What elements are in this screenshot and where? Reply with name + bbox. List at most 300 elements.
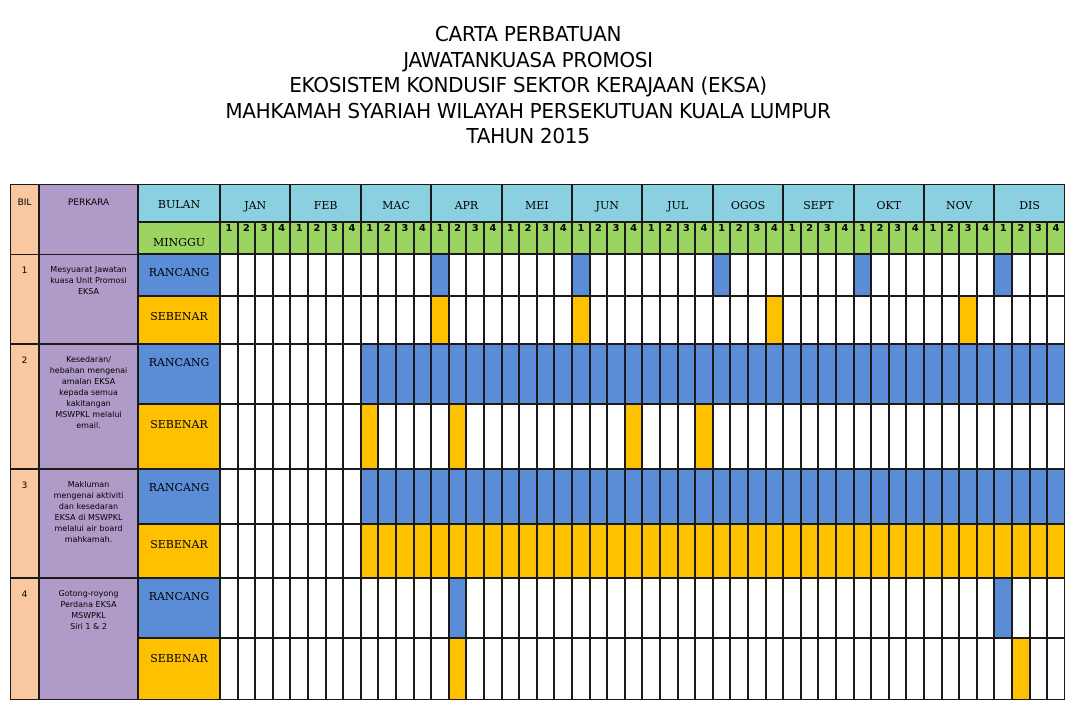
week-cell [343,254,361,296]
week-cell [484,254,502,296]
rancang-label: RANCANG [148,481,210,494]
week-number: 2 [946,223,954,234]
bil-number: 3 [21,481,28,491]
rancang-bar [1047,344,1065,404]
week-cell [238,254,256,296]
rancang-bar [449,344,467,404]
week-cell [502,638,520,700]
sebenar-bar [537,524,555,578]
week-cell [959,638,977,700]
sebenar-label-cell [138,404,220,469]
week-cell [414,638,432,700]
week-cell [326,344,344,404]
sebenar-bar [361,524,379,578]
week-cell [466,296,484,344]
sebenar-bar [906,524,924,578]
week-cell [554,638,572,700]
rancang-bar [906,469,924,524]
week-number: 1 [718,223,726,234]
activity-description-line: Mesyuarat Jawatan [50,265,127,274]
week-cell [836,638,854,700]
week-cell [519,254,537,296]
week-cell [326,469,344,524]
week-cell [1047,638,1065,700]
week-cell [1030,254,1048,296]
week-cell [361,578,379,638]
rancang-bar [678,344,696,404]
sebenar-bar [519,524,537,578]
week-cell [220,524,238,578]
week-cell [326,254,344,296]
month-label-mei: MEI [524,199,549,212]
week-number: 4 [489,223,497,234]
rancang-bar [1030,344,1048,404]
rancang-bar [942,469,960,524]
week-cell [660,254,678,296]
week-cell [537,578,555,638]
rancang-bar [836,469,854,524]
rancang-bar [537,469,555,524]
bulan-header: BULAN [157,198,201,211]
week-cell [695,578,713,638]
week-cell [818,638,836,700]
week-cell [466,404,484,469]
week-cell [343,524,361,578]
sebenar-bar [994,524,1012,578]
week-cell [238,638,256,700]
week-cell [308,638,326,700]
week-cell [396,254,414,296]
activity-description-line: Kesedaran/ [66,355,111,364]
week-cell [502,296,520,344]
week-cell [678,578,696,638]
week-cell [924,638,942,700]
rancang-bar [730,344,748,404]
week-cell [783,296,801,344]
sebenar-bar [695,404,713,469]
week-cell [642,296,660,344]
week-number: 4 [348,223,356,234]
week-cell [660,296,678,344]
week-cell [255,254,273,296]
week-cell [290,578,308,638]
bil-header: BIL [17,198,32,208]
rancang-label: RANCANG [148,266,210,279]
rancang-bar [695,344,713,404]
week-cell [660,404,678,469]
week-number: 1 [929,223,937,234]
week-number: 2 [313,223,321,234]
week-cell [818,254,836,296]
week-cell [378,254,396,296]
week-cell [924,254,942,296]
week-cell [854,296,872,344]
rancang-bar [449,469,467,524]
week-cell [255,469,273,524]
rancang-bar [836,344,854,404]
activity-description-line: Gotong-royong [58,589,119,598]
sebenar-bar [449,524,467,578]
week-cell [414,578,432,638]
week-cell [273,344,291,404]
rancang-bar [801,469,819,524]
rancang-bar [713,254,731,296]
week-cell [343,578,361,638]
chart-title [0,22,1056,150]
week-cell [854,638,872,700]
week-cell [942,578,960,638]
week-number: 3 [1034,223,1042,234]
week-cell [1012,296,1030,344]
week-cell [748,404,766,469]
week-cell [924,296,942,344]
week-number: 1 [506,223,514,234]
week-cell [255,296,273,344]
week-cell [871,638,889,700]
week-cell [959,254,977,296]
week-cell [378,578,396,638]
sebenar-bar [396,524,414,578]
schedule-table [10,184,1060,700]
rancang-bar [748,344,766,404]
week-cell [1030,578,1048,638]
sebenar-bar [660,524,678,578]
week-cell [361,254,379,296]
sebenar-bar [502,524,520,578]
rancang-label-cell [138,578,220,638]
week-cell [906,638,924,700]
sebenar-bar [871,524,889,578]
week-cell [414,296,432,344]
rancang-bar [607,344,625,404]
week-cell [554,296,572,344]
week-cell [836,254,854,296]
rancang-bar [977,469,995,524]
week-cell [871,296,889,344]
week-cell [238,296,256,344]
week-number: 1 [225,223,233,234]
week-cell [255,638,273,700]
week-cell [730,578,748,638]
week-cell [889,296,907,344]
week-cell [326,638,344,700]
rancang-bar [484,344,502,404]
week-number: 2 [1017,223,1025,234]
activity-description-line: Makluman [67,480,110,489]
month-label-apr: APR [454,199,479,212]
rancang-bar [766,469,784,524]
week-cell [642,254,660,296]
rancang-bar [713,344,731,404]
sebenar-bar [730,524,748,578]
rancang-bar [678,469,696,524]
week-cell [607,578,625,638]
sebenar-label-cell [138,638,220,700]
rancang-bar [396,469,414,524]
activity-description-line: dan kesedaran [58,502,119,511]
week-cell [537,404,555,469]
week-cell [290,524,308,578]
week-number: 1 [436,223,444,234]
week-cell [977,638,995,700]
week-cell [361,638,379,700]
week-cell [1047,296,1065,344]
rancang-bar [959,469,977,524]
rancang-bar [1030,469,1048,524]
week-cell [942,404,960,469]
rancang-bar [642,469,660,524]
activity-description-line: EKSA [78,287,99,296]
title-line-2: JAWATANKUASA PROMOSI [403,47,653,72]
week-number: 2 [524,223,532,234]
week-cell [537,296,555,344]
rancang-label: RANCANG [148,356,210,369]
week-number: 4 [700,223,708,234]
sebenar-bar [572,296,590,344]
month-label-mac: MAC [382,199,410,212]
sebenar-bar [1030,524,1048,578]
rancang-bar [554,344,572,404]
sebenar-bar [678,524,696,578]
week-number: 4 [418,223,426,234]
week-cell [1047,404,1065,469]
rancang-bar [361,469,379,524]
week-cell [273,469,291,524]
week-cell [220,254,238,296]
sebenar-bar [414,524,432,578]
sebenar-bar [466,524,484,578]
week-cell [959,404,977,469]
week-cell [554,578,572,638]
week-cell [519,578,537,638]
week-cell [537,254,555,296]
sebenar-bar [801,524,819,578]
sebenar-bar [818,524,836,578]
activity-description [39,354,138,467]
rancang-bar [590,344,608,404]
rancang-bar [625,344,643,404]
rancang-bar [519,344,537,404]
sebenar-bar [695,524,713,578]
week-cell [942,254,960,296]
rancang-bar [414,344,432,404]
week-cell [326,296,344,344]
rancang-bar [1047,469,1065,524]
sebenar-bar [449,404,467,469]
week-cell [625,638,643,700]
week-number: 3 [612,223,620,234]
week-number: 1 [577,223,585,234]
week-cell [290,404,308,469]
week-number: 1 [999,223,1007,234]
week-number: 3 [964,223,972,234]
sebenar-label: SEBENAR [150,652,208,665]
rancang-bar [871,469,889,524]
month-label-sept: SEPT [803,199,834,212]
week-cell [326,404,344,469]
month-label-okt: OKT [876,199,902,212]
activity-description-line: kepada semua [59,388,118,397]
activity-description-line: MSWPKL [71,611,106,620]
sebenar-bar [1012,524,1030,578]
week-number: 2 [665,223,673,234]
perkara-header: PERKARA [67,198,110,208]
rancang-bar [431,254,449,296]
week-cell [906,254,924,296]
rancang-label: RANCANG [148,590,210,603]
week-cell [977,578,995,638]
week-cell [695,638,713,700]
rancang-bar [854,254,872,296]
week-cell [396,296,414,344]
week-number: 2 [876,223,884,234]
rancang-bar [854,469,872,524]
week-cell [290,344,308,404]
rancang-bar [449,578,467,638]
week-cell [590,638,608,700]
week-cell [642,638,660,700]
rancang-bar [466,344,484,404]
rancang-bar [396,344,414,404]
week-cell [220,404,238,469]
title-line-3: EKOSISTEM KONDUSIF SEKTOR KERAJAAN (EKSA) [289,73,767,97]
activity-description-line: Perdana EKSA [60,600,117,609]
week-cell [818,296,836,344]
week-cell [238,344,256,404]
week-cell [466,638,484,700]
week-number: 2 [242,223,250,234]
week-cell [343,469,361,524]
week-cell [836,578,854,638]
rancang-bar [959,344,977,404]
rancang-bar [730,469,748,524]
week-cell [801,638,819,700]
week-cell [871,254,889,296]
week-cell [607,638,625,700]
week-cell [766,254,784,296]
week-cell [414,404,432,469]
week-cell [783,578,801,638]
week-cell [273,524,291,578]
sebenar-label: SEBENAR [150,310,208,323]
week-cell [607,254,625,296]
week-cell [836,404,854,469]
sebenar-bar [431,524,449,578]
week-cell [678,638,696,700]
rancang-bar [572,469,590,524]
week-cell [255,524,273,578]
week-cell [748,578,766,638]
week-number: 3 [894,223,902,234]
week-cell [924,404,942,469]
rancang-bar [924,344,942,404]
week-cell [801,254,819,296]
week-cell [290,638,308,700]
rancang-bar [361,344,379,404]
activity-description-line: EKSA di MSWPKL [54,513,123,522]
week-cell [871,578,889,638]
week-cell [730,638,748,700]
week-cell [678,296,696,344]
rancang-bar [977,344,995,404]
week-cell [449,254,467,296]
sebenar-bar [713,524,731,578]
week-number: 4 [630,223,638,234]
week-cell [748,296,766,344]
week-cell [220,344,238,404]
sebenar-bar [607,524,625,578]
week-cell [273,404,291,469]
week-cell [678,254,696,296]
week-cell [713,638,731,700]
week-cell [308,578,326,638]
week-cell [449,296,467,344]
rancang-bar [889,469,907,524]
week-number: 4 [841,223,849,234]
week-cell [238,524,256,578]
week-number: 2 [594,223,602,234]
week-cell [713,578,731,638]
week-cell [625,296,643,344]
week-cell [695,254,713,296]
week-cell [238,578,256,638]
activity-description-line: mahkamah. [64,535,113,544]
week-cell [554,254,572,296]
rancang-bar [713,469,731,524]
week-cell [238,404,256,469]
rancang-bar [1012,469,1030,524]
sebenar-label: SEBENAR [150,538,208,551]
week-cell [378,638,396,700]
week-cell [378,296,396,344]
week-cell [748,638,766,700]
week-cell [554,404,572,469]
rancang-bar [554,469,572,524]
week-cell [502,404,520,469]
week-cell [572,404,590,469]
sebenar-bar [889,524,907,578]
rancang-bar [431,344,449,404]
bil-number: 4 [21,590,28,600]
week-cell [836,296,854,344]
week-number: 4 [278,223,286,234]
week-cell [766,638,784,700]
sebenar-bar [378,524,396,578]
week-cell [273,638,291,700]
week-cell [959,578,977,638]
week-cell [1030,638,1048,700]
week-number: 1 [366,223,374,234]
sebenar-bar [924,524,942,578]
week-cell [801,404,819,469]
month-label-jan: JAN [244,199,267,212]
rancang-bar [924,469,942,524]
week-number: 1 [295,223,303,234]
rancang-bar [642,344,660,404]
week-cell [1012,578,1030,638]
rancang-bar [889,344,907,404]
bil-number: 2 [21,356,28,366]
week-cell [343,638,361,700]
activity-description-line: kakitangan [66,399,111,408]
sebenar-bar [484,524,502,578]
week-cell [766,578,784,638]
week-number: 3 [682,223,690,234]
week-cell [572,578,590,638]
sebenar-bar [449,638,467,700]
rancang-bar [502,469,520,524]
week-cell [801,578,819,638]
